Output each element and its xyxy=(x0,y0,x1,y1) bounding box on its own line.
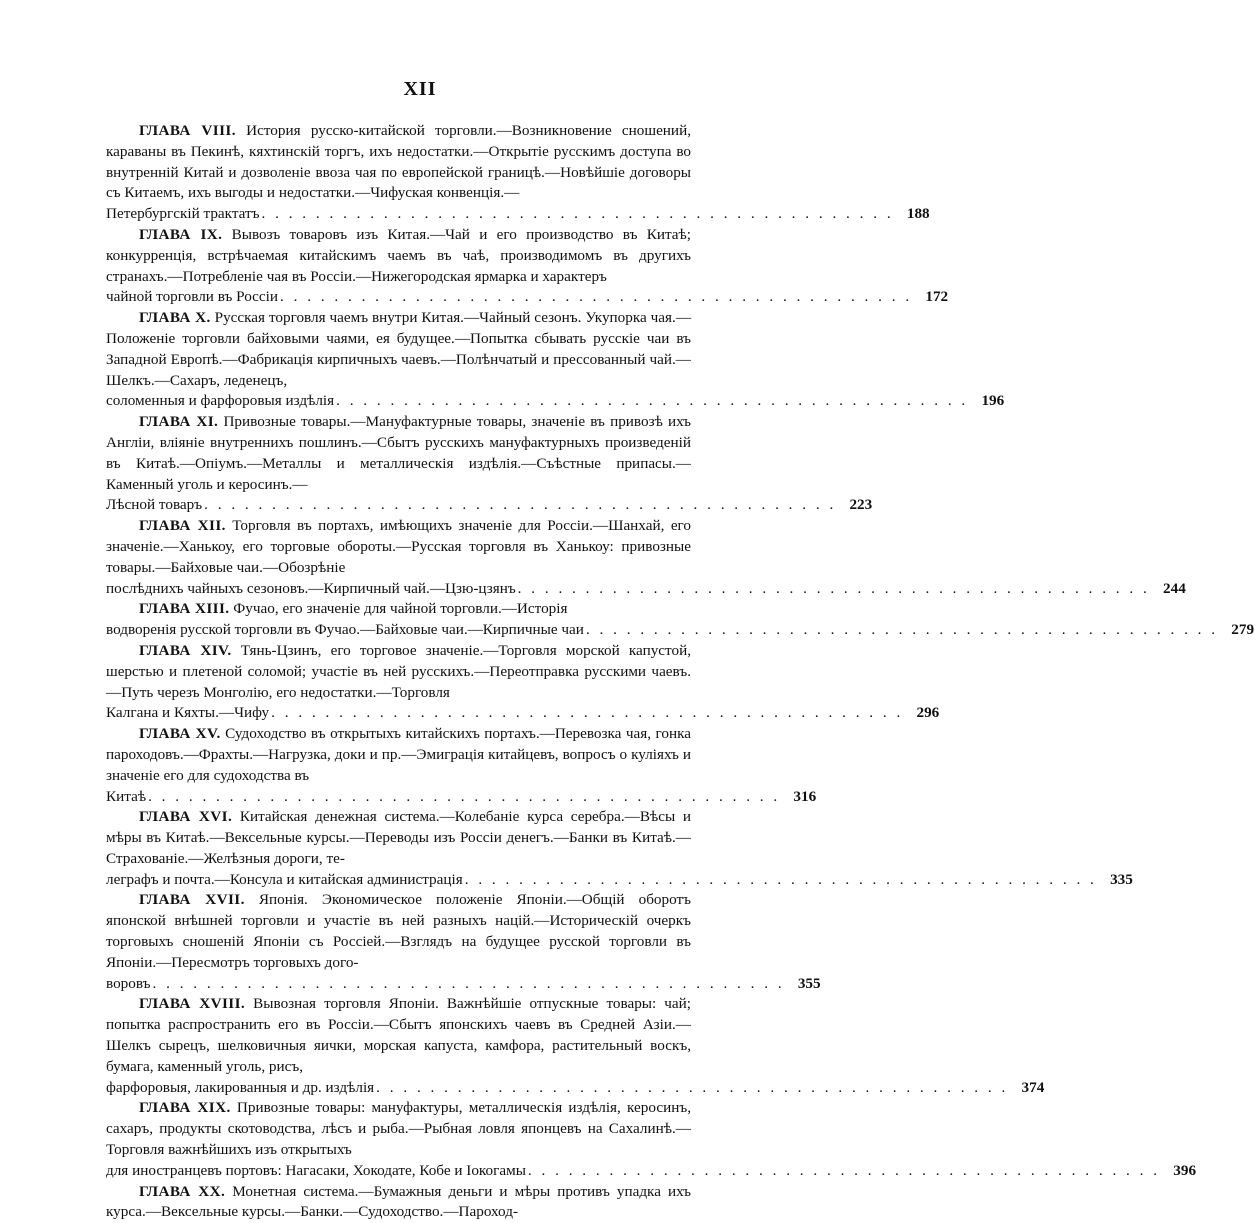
page-ref: 316 xyxy=(793,787,817,805)
toc-entry xyxy=(106,641,691,703)
last-line-text: Китаѣ xyxy=(106,787,147,805)
last-line-text: водворенія русской торговли въ Фучао.—Байховые чаи.—Кирпичные чаи xyxy=(106,621,584,639)
toc-entry xyxy=(106,412,691,495)
chapter-label: ГЛАВА XI. xyxy=(139,413,219,431)
chapter-description: Японія. Экономическое положеніе Японіи.—Общій оборотъ японской внѣшней торговли и участіе въ ней разныхъ націй.—Историческій очеркъ торговыхъ сношеній Японіи съ Россіей.—Взглядъ на будущее русской торговли въ Японіи.—Пересмотръ торговыхъ дого- xyxy=(106,891,691,971)
page-ref: 196 xyxy=(981,392,1005,410)
last-line-text: послѣднихъ чайныхъ сезоновъ.—Кирпичный чай.—Цзю-цзянъ xyxy=(106,579,516,597)
toc-entry xyxy=(106,1182,691,1223)
dot-leader: . . . . . . . . . . . . . . . . . . . . . . . . . . . . . . . . . . . . . . . . . . . . . . . xyxy=(527,1161,1161,1179)
dot-leader: . . . . . . . . . . . . . . . . . . . . . . . . . . . . . . . . . . . . . . . . . . . . . . . xyxy=(585,621,1219,639)
toc-entry-last-line xyxy=(106,974,821,995)
dot-leader: . . . . . . . . . . . . . . . . . . . . . . . . . . . . . . . . . . . . . . . . . . . . . . . xyxy=(261,205,894,223)
chapter-description: История русско-китайской торговли.—Возникновение сношений, караваны въ Пекинѣ, кяхтинскій торгъ, ихъ недостатки.—Открытіе русскимъ доступа во внутренній Китай и дозволеніе ввоза чая по европейской границѣ.—Новѣйшіе договоры съ Китаемъ, ихъ выгоды и недостатки.—Чифуская конвенція.— xyxy=(106,122,691,202)
toc-entry xyxy=(106,890,691,973)
toc-entry xyxy=(106,308,691,391)
chapter-label: ГЛАВА XX. xyxy=(139,1182,226,1200)
toc-entry-last-line xyxy=(106,204,930,225)
dot-leader: . . . . . . . . . . . . . . . . . . . . . . . . . . . . . . . . . . . . . . . . . . . . . . . xyxy=(271,704,904,722)
page-number: XII xyxy=(403,78,437,100)
chapter-label: ГЛАВА XV. xyxy=(139,725,221,743)
page-ref: 244 xyxy=(1163,579,1186,597)
toc-entry-last-line xyxy=(106,495,873,516)
page-ref: 296 xyxy=(916,704,940,722)
chapter-description: Судоходство въ открытыхъ китайскихъ портахъ.—Перевозка чая, гонка пароходовъ.—Фрахты.—Нагрузка, доки и пр.—Эмиграція китайцевъ, вопросъ о куліяхъ и значеніе его для судоходства въ xyxy=(106,725,692,784)
last-line-text: воровъ xyxy=(106,974,151,992)
last-line-text: Петербургскій трактатъ xyxy=(106,205,260,223)
chapter-label: ГЛАВА XVII. xyxy=(139,891,245,909)
page-ref: 355 xyxy=(797,974,821,992)
dot-leader: . . . . . . . . . . . . . . . . . . . . . . . . . . . . . . . . . . . . . . . . . . . . . . . xyxy=(517,579,1150,597)
toc-entry xyxy=(106,724,691,786)
toc-entry-last-line xyxy=(106,703,940,724)
toc-entry xyxy=(106,599,691,620)
chapter-description: Вывозъ товаровъ изъ Китая.—Чай и его производство въ Китаѣ; конкурренція, встрѣчаемая китайскимъ чаемъ въ чаѣ, производимомъ въ другихъ странахъ.—Потребленіе чая въ Россіи.—Нижегородская ярмарка и характеръ xyxy=(106,225,692,285)
toc-entry-last-line xyxy=(106,287,949,308)
page-ref: 374 xyxy=(1021,1078,1045,1096)
toc-entry xyxy=(106,1098,691,1160)
page-ref: 188 xyxy=(906,205,930,223)
toc-entry xyxy=(106,225,691,287)
dot-leader: . . . . . . . . . . . . . . . . . . . . . . . . . . . . . . . . . . . . . . . . . . . . . . . xyxy=(376,1078,1009,1096)
dot-leader: . . . . . . . . . . . . . . . . . . . . . . . . . . . . . . . . . . . . . . . . . . . . . . . xyxy=(148,787,781,805)
toc-entry-last-line xyxy=(106,1161,1197,1182)
chapter-description: Китайская денежная система.—Колебаніе курса серебра.—Вѣсы и мѣры въ Китаѣ.—Вексельные курсы.—Переводы изъ Россіи денегъ.—Банки въ Китаѣ.—Страхованіе.—Желѣзныя дороги, те- xyxy=(106,808,691,867)
toc-entry-last-line xyxy=(106,870,1133,891)
chapter-description: Русская торговля чаемъ внутри Китая.—Чайный сезонъ. Укупорка чая.—Положеніе торговли байховыми чаями, ея будущее.—Попытка сбывать русскіе чаи въ Западной Европѣ.—Фабрикація кирпичныхъ чаевъ.—Полѣнчатый и прессованный чай.—Шелкъ.—Сахаръ, леденецъ, xyxy=(106,309,692,389)
toc-entry xyxy=(106,516,691,578)
toc-entry-last-line xyxy=(106,579,1186,600)
chapter-label: ГЛАВА IX. xyxy=(139,225,223,243)
last-line-text: соломенныя и фарфоровыя издѣлія xyxy=(106,392,335,410)
chapter-description: Привозные товары.—Мануфактурные товары, значеніе въ привозѣ ихъ Англіи, вліяніе внутреннихъ пошлинъ.—Сбытъ русскихъ мануфактурныхъ произведеній въ Китаѣ.—Опіумъ.—Металлы и металлическія издѣлія.—Съѣстные припасы.—Каменный уголь и керосинъ.— xyxy=(106,413,692,493)
page-ref: 279 xyxy=(1231,621,1254,639)
page-ref: 396 xyxy=(1173,1161,1197,1179)
chapter-label: ГЛАВА XVIII. xyxy=(139,995,246,1013)
last-line-text: для иностранцевъ портовъ: Нагасаки, Хокодате, Кобе и Іокогамы xyxy=(106,1161,526,1179)
dot-leader: . . . . . . . . . . . . . . . . . . . . . . . . . . . . . . . . . . . . . . . . . . . . . . . xyxy=(204,496,837,514)
last-line-text: чайной торговли въ Россіи xyxy=(106,288,279,306)
chapter-description: Фучао, его значеніе для чайной торговли.—Исторія xyxy=(233,600,568,618)
toc-entry xyxy=(106,807,691,869)
last-line-text: фарфоровыя, лакированныя и др. издѣлія xyxy=(106,1078,375,1096)
chapter-label: ГЛАВА XIII. xyxy=(139,600,230,618)
chapter-label: ГЛАВА VIII. xyxy=(139,122,236,139)
toc-entry xyxy=(106,994,691,1077)
page-ref: 172 xyxy=(925,288,949,306)
chapter-description: Тянь-Цзинъ, его торговое значеніе.—Торговля морской капустой, шерстью и плетеной соломой; участіе въ ней русскихъ.—Переотправка русскими чаевъ.—Путь черезъ Монголію, его недостатки.—Торговля xyxy=(106,641,692,701)
toc-entry-last-line xyxy=(106,391,1005,412)
chapter-description: Торговля въ портахъ, имѣющихъ значеніе для Россіи.—Шанхай, его значеніе.—Ханькоу, его торговые обороты.—Русская торговля въ Ханькоу: привозные товары.—Байховые чаи.—Обозрѣніе xyxy=(106,517,691,576)
dot-leader: . . . . . . . . . . . . . . . . . . . . . . . . . . . . . . . . . . . . . . . . . . . . . . . xyxy=(464,870,1097,888)
toc-entry-last-line xyxy=(106,1078,1045,1099)
chapter-label: ГЛАВА X. xyxy=(139,309,211,327)
chapter-label: ГЛАВА XIX. xyxy=(139,1099,231,1117)
toc-entry-last-line xyxy=(106,787,817,808)
dot-leader: . . . . . . . . . . . . . . . . . . . . . . . . . . . . . . . . . . . . . . . . . . . . . . . xyxy=(152,974,785,992)
page-ref: 223 xyxy=(849,496,873,514)
chapter-label: ГЛАВА XII. xyxy=(139,517,226,535)
chapter-description: Монетная система.—Бумажныя деньги и мѣры противъ упадка ихъ курса.—Вексельные курсы.—Банки.—Судоходство.—Пароход- xyxy=(106,1182,691,1221)
toc-entry-last-line xyxy=(106,620,1254,641)
table-of-contents xyxy=(106,121,1254,1223)
chapter-description: Вывозная торговля Японіи. Важнѣйшіе отпускные товары: чай; попытка распространить его въ Россіи.—Сбытъ японскихъ чаевъ въ Средней Азіи.—Шелкъ сырецъ, шелковичныя яички, морская капуста, камфора, растительный воскъ, бумага, каменный уголь, рисъ, xyxy=(106,995,692,1075)
dot-leader: . . . . . . . . . . . . . . . . . . . . . . . . . . . . . . . . . . . . . . . . . . . . . . . xyxy=(280,288,913,306)
last-line-text: Лѣсной товаръ xyxy=(106,496,203,514)
chapter-label: ГЛАВА XVI. xyxy=(139,808,233,826)
last-line-text: Калгана и Кяхты.—Чифу xyxy=(106,704,270,722)
dot-leader: . . . . . . . . . . . . . . . . . . . . . . . . . . . . . . . . . . . . . . . . . . . . . . . xyxy=(336,392,969,410)
page-ref: 335 xyxy=(1110,870,1133,888)
toc-entry xyxy=(106,121,691,204)
chapter-label: ГЛАВА XIV. xyxy=(139,641,232,659)
chapter-description: Привозные товары: мануфактуры, металлическія издѣлія, керосинъ, сахаръ, продукты скотоводства, лѣсъ и рыба.—Рыбная ловля японцевъ на Сахалинѣ.—Торговля важнѣйшихъ изъ открытыхъ xyxy=(106,1099,692,1159)
last-line-text: леграфъ и почта.—Консула и китайская администрація xyxy=(106,870,463,888)
